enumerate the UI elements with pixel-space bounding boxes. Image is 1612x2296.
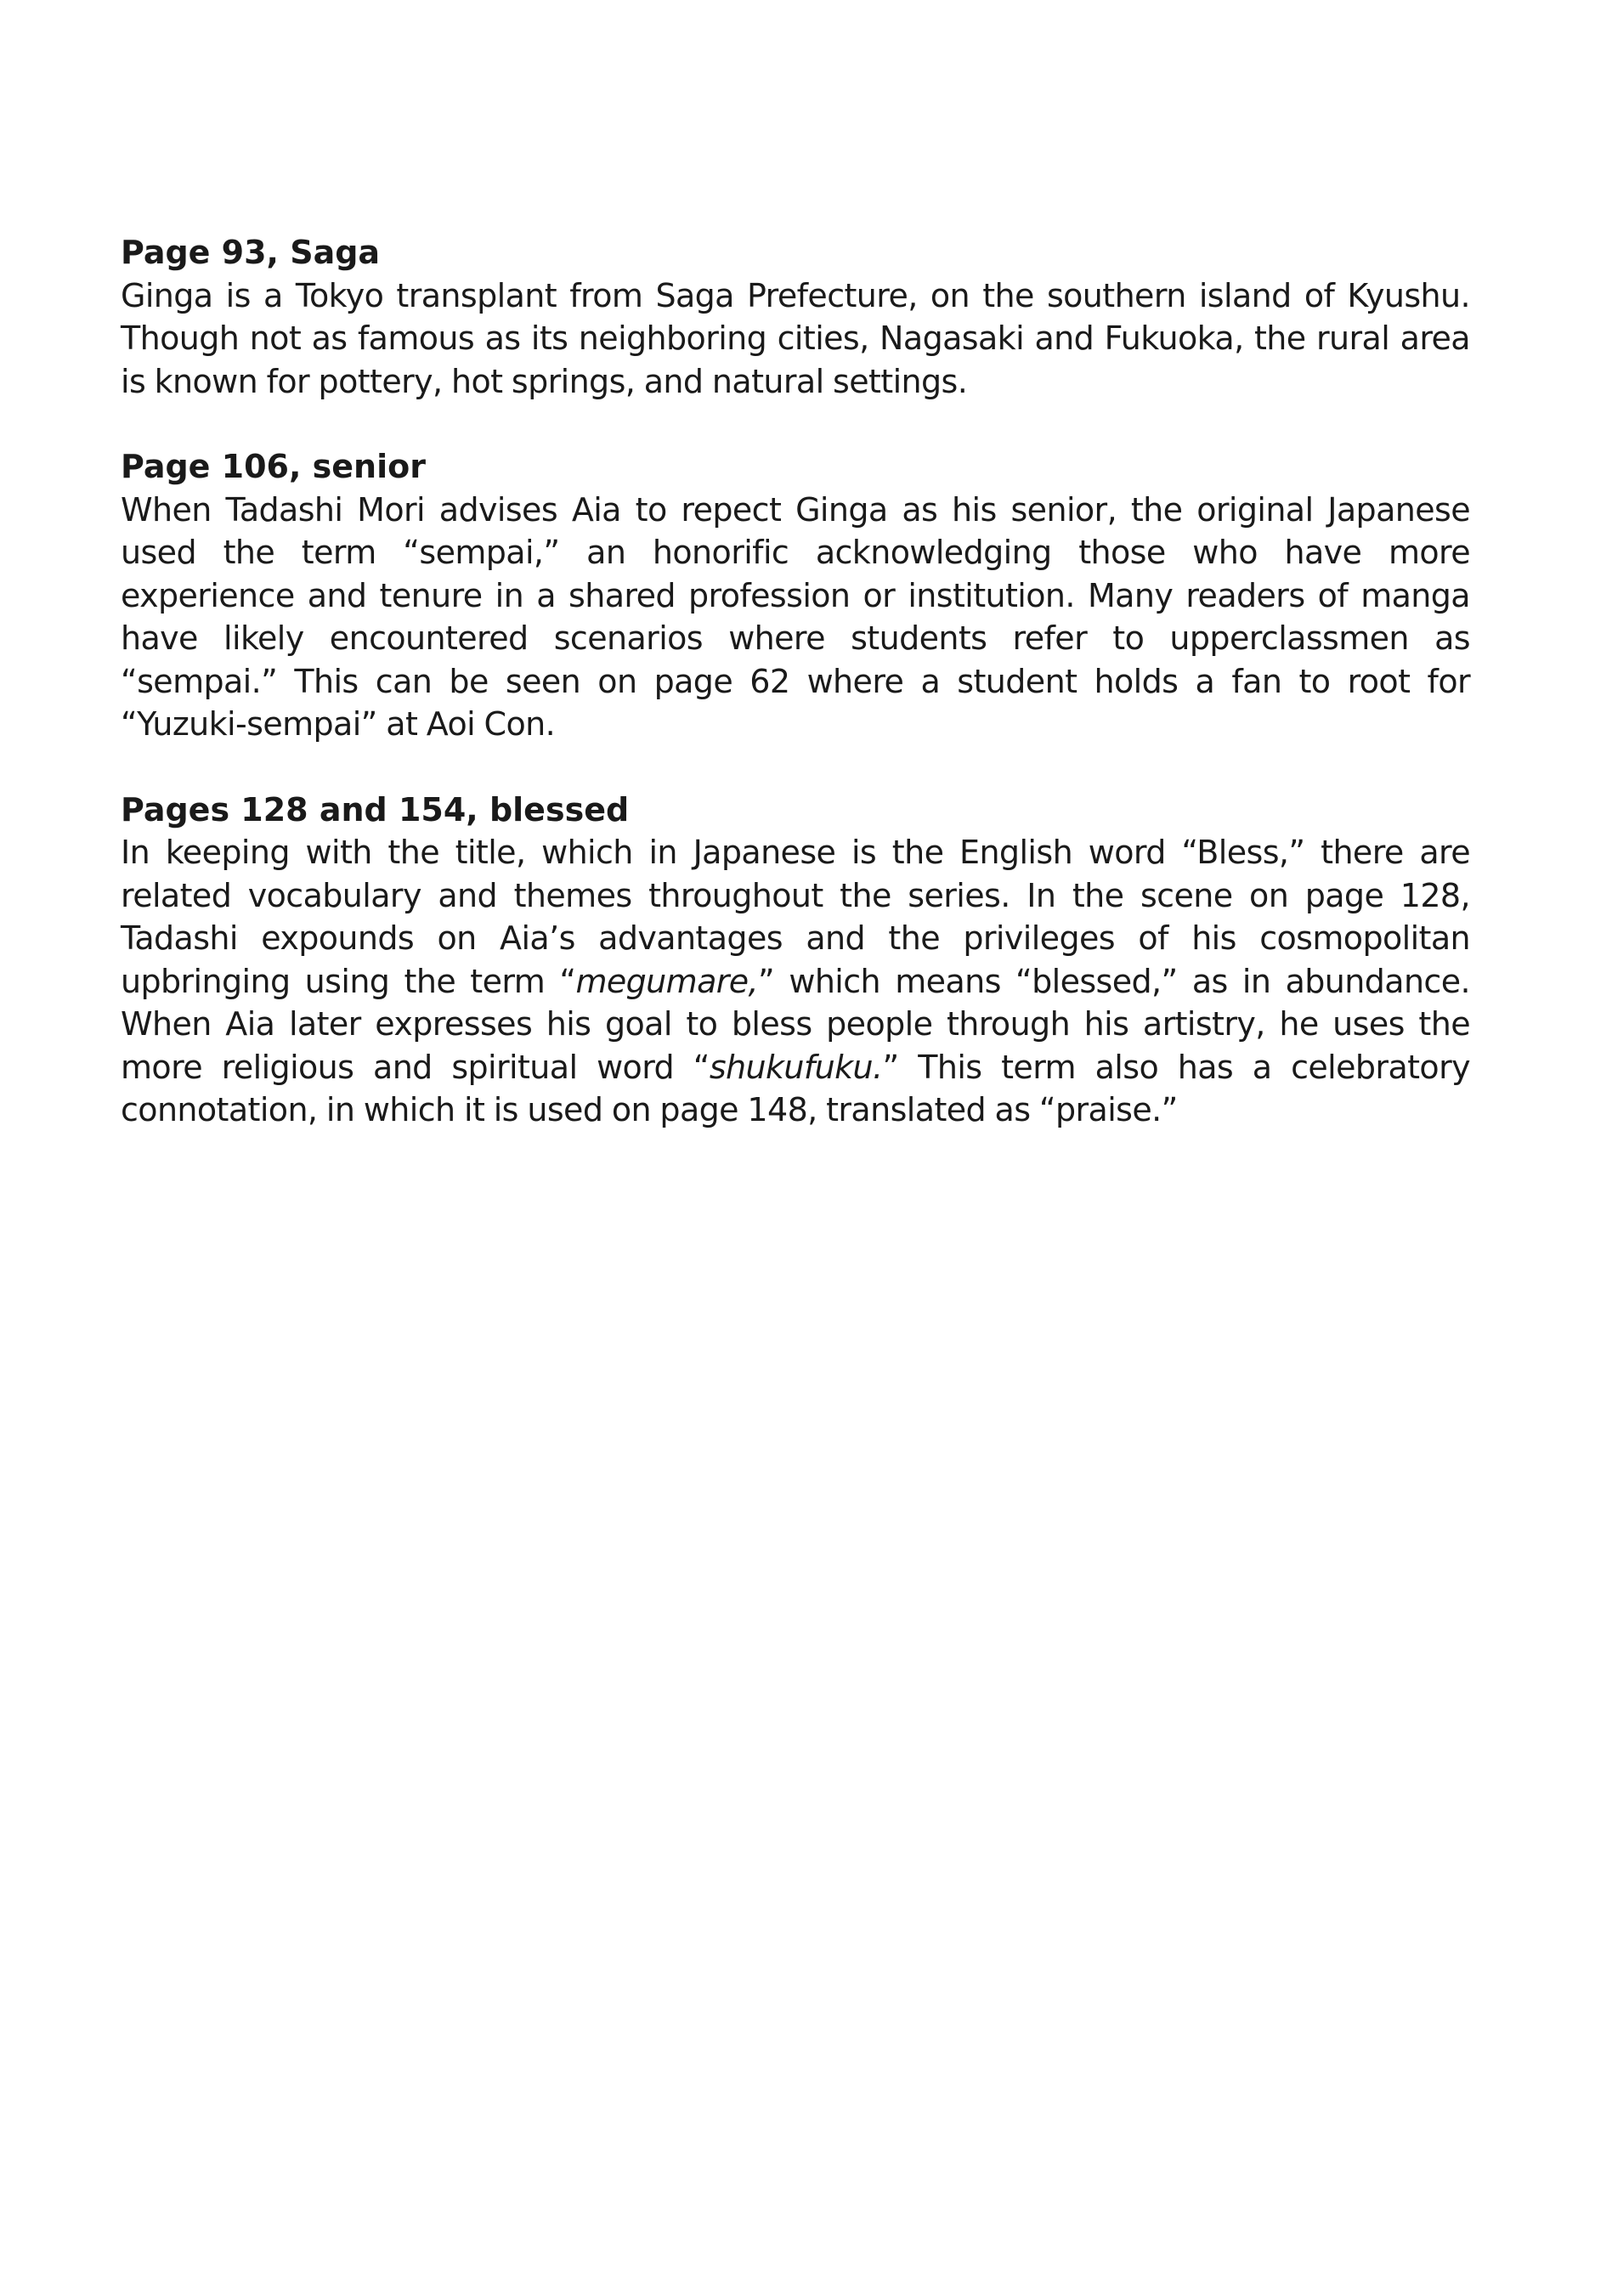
note-italic-term: megumare, bbox=[575, 962, 759, 1000]
note-body bbox=[121, 274, 1470, 404]
note-page-106 bbox=[121, 445, 1470, 746]
note-heading: Pages 128 and 154, blessed bbox=[121, 790, 630, 828]
note-page-93 bbox=[121, 231, 1470, 403]
note-pages-128-154 bbox=[121, 789, 1470, 1132]
note-text: In keeping with the title, which in Japanese is the English word “Bless,” there are related vocabulary and themes throughout the series. In the scene on page 128, Tadashi expounds on Aia’s advantages and the privileges of his cosmopolitan upbringing using the term “ bbox=[121, 834, 1470, 1000]
note-body bbox=[121, 489, 1470, 746]
note-text: ” This term also has a celebratory connotation, in which it is used on page 148, translated as “praise.” bbox=[121, 1048, 1470, 1128]
note-text: When Tadashi Mori advises Aia to repect Ginga as his senior, the original Japanese used the term “sempai,” an honorific acknowledging those who have more experience and tenure in a shared profession or institution. Many readers of manga have likely encountered scenarios where students refer to upperclassmen as “sempai.” This can be seen on page 62 where a student holds a fan to root for “Yuzuki-sempai” at Aoi Con. bbox=[121, 490, 1470, 743]
note-text: ” which means “blessed,” as in abundance. When Aia later expresses his goal to bless people through his artistry, he uses the more religious and spiritual word “ bbox=[121, 962, 1470, 1086]
note-text: Ginga is a Tokyo transplant from Saga Prefecture, on the southern island of Kyushu. Though not as famous as its neighboring cities, Nagasaki and Fukuoka, the rural area is known for pottery, hot springs, and natural settings. bbox=[121, 276, 1470, 400]
translation-notes bbox=[121, 231, 1470, 1174]
note-heading: Page 93, Saga bbox=[121, 234, 381, 271]
note-heading: Page 106, senior bbox=[121, 448, 426, 485]
note-italic-term: shukufuku. bbox=[709, 1048, 883, 1086]
note-body bbox=[121, 831, 1470, 1132]
